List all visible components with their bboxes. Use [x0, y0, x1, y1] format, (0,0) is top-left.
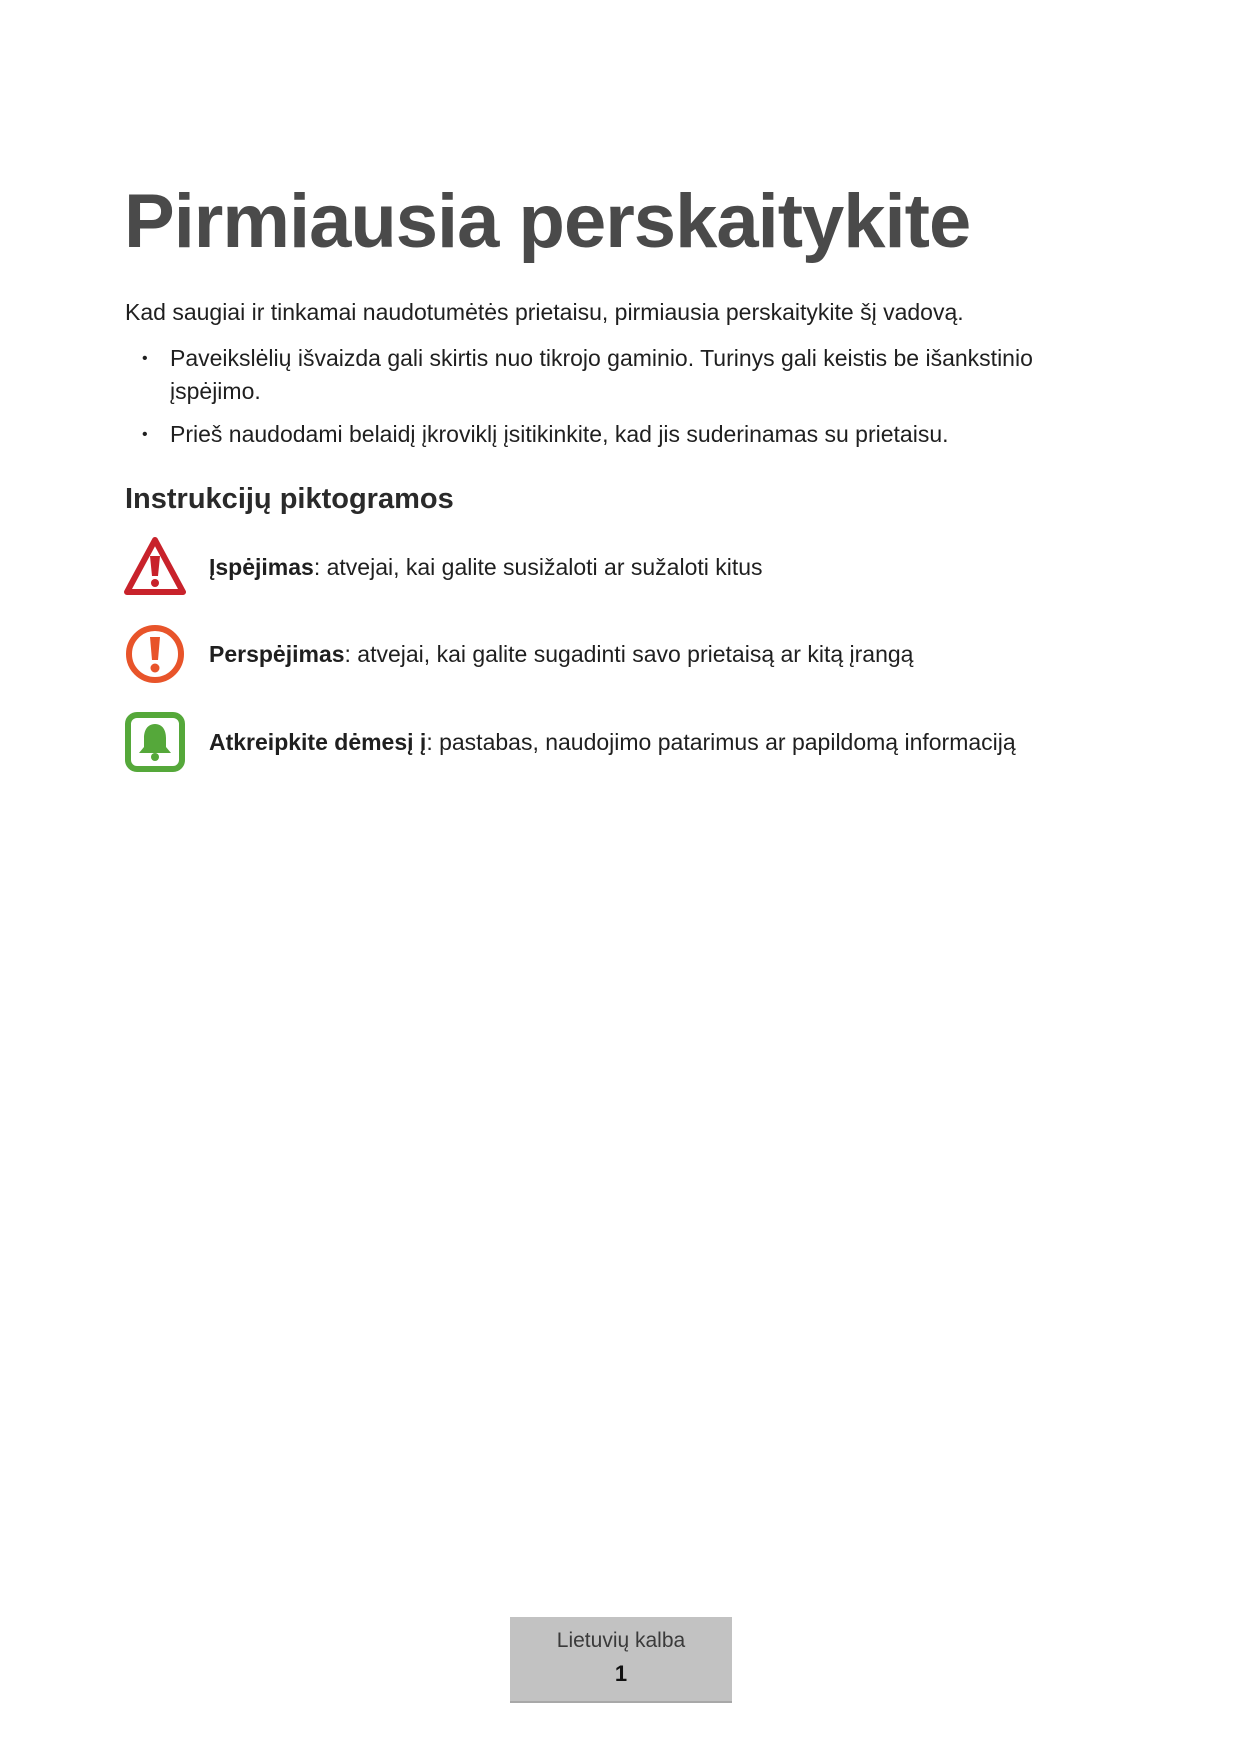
- notice-term: Atkreipkite dėmesį į: [209, 728, 427, 755]
- notice-text: [209, 641, 913, 668]
- notice-caution: [124, 624, 1124, 684]
- notice-description: : atvejai, kai galite susižaloti ar sužaloti kitus: [313, 553, 763, 580]
- bullet-marker: •: [142, 350, 148, 367]
- bullet-text: Prieš naudodami belaidį įkroviklį įsitikinkite, kad jis suderinamas su prietaisu.: [170, 421, 949, 447]
- notice-description: : pastabas, naudojimo patarimus ar papildomą informaciją: [426, 728, 1016, 755]
- bullet-marker: •: [142, 426, 148, 443]
- bullet-list: [125, 342, 1065, 461]
- list-item: [125, 418, 1065, 451]
- notice-term: Įspėjimas: [209, 553, 314, 580]
- notice-term: Perspėjimas: [209, 640, 345, 667]
- notice-description: : atvejai, kai galite sugadinti savo prietaisą ar kitą įrangą: [344, 640, 914, 667]
- page-title: Pirmiausia perskaitykite: [124, 179, 971, 264]
- page-footer: [510, 1617, 732, 1703]
- warning-triangle-icon: [124, 536, 186, 598]
- list-item: [125, 342, 1065, 408]
- bullet-text: Paveikslėlių išvaizda gali skirtis nuo tikrojo gaminio. Turinys gali keistis be išankstinio įspėjimo.: [170, 345, 1033, 404]
- notice-note: [124, 712, 1124, 772]
- caution-circle-icon: [124, 623, 186, 685]
- notice-text: [209, 554, 763, 581]
- bell-note-icon: [124, 711, 186, 773]
- notice-warning: [124, 537, 1124, 597]
- intro-paragraph: Kad saugiai ir tinkamai naudotumėtės prietaisu, pirmiausia perskaitykite šį vadovą.: [125, 299, 964, 325]
- page-number: 1: [614, 1661, 628, 1686]
- footer-language: Lietuvių kalba: [556, 1629, 686, 1652]
- section-heading: Instrukcijų piktogramos: [125, 483, 454, 515]
- notice-text: [209, 729, 1016, 756]
